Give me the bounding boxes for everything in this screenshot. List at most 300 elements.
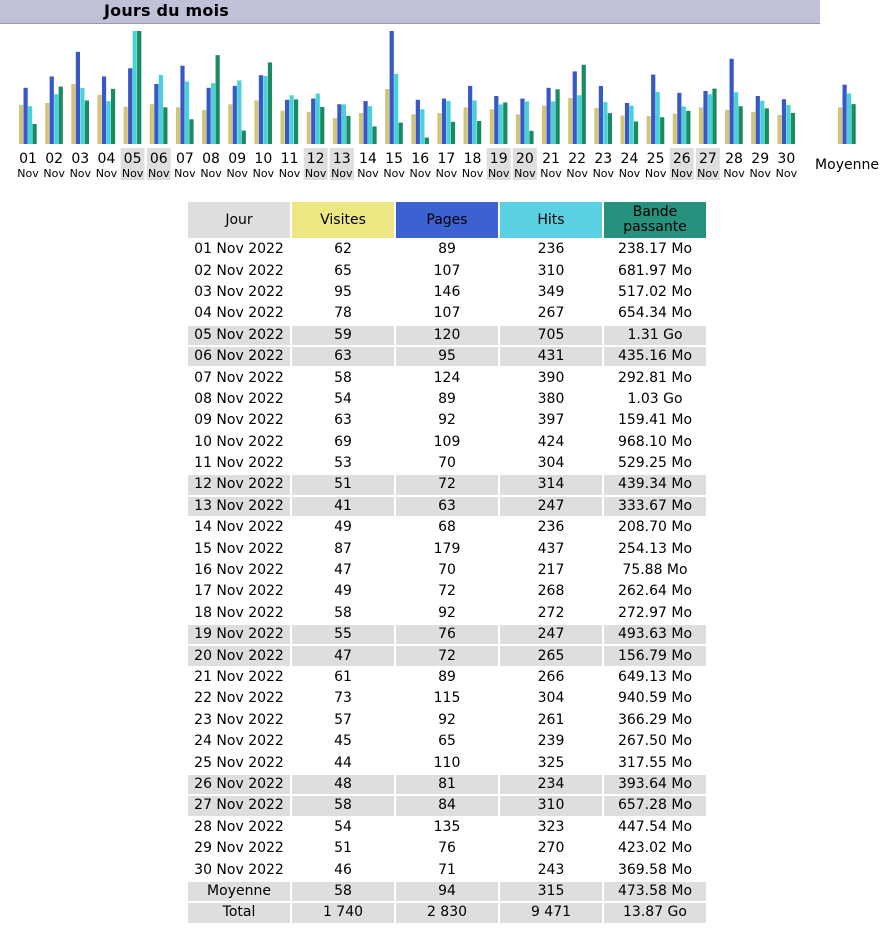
bar-visites: [97, 95, 101, 144]
month-tick-label: Nov: [226, 167, 248, 180]
bar-pages: [756, 96, 760, 144]
table-row: [188, 347, 706, 366]
bar-pages: [782, 99, 786, 144]
cell-hits: 270: [537, 840, 565, 857]
bar-pages: [547, 88, 551, 144]
cell-pages: 92: [438, 412, 456, 429]
cell-visits: 47: [334, 562, 352, 579]
month-tick-label: Nov: [148, 167, 170, 180]
bar-pages: [442, 99, 446, 144]
bar-hits: [629, 106, 633, 144]
cell-bandwidth: 473.58 Mo: [604, 882, 706, 901]
cell-visits: 63: [334, 412, 352, 429]
day-tick-label: 29: [751, 151, 770, 167]
table-row: [188, 775, 706, 794]
cell-pages: 124: [433, 369, 461, 386]
cell-bandwidth: 292.81 Mo: [617, 369, 693, 386]
bar-pages: [128, 68, 132, 144]
bar-hits-average: [847, 94, 851, 144]
bar-bande-passante: [59, 87, 63, 144]
month-tick-label: Nov: [487, 167, 510, 180]
day-tick-label: 02: [45, 151, 64, 167]
cell-pages: 72: [438, 583, 456, 600]
table-row: [188, 539, 706, 558]
col-header-jour: Jour: [188, 202, 290, 238]
table-header-row: [188, 202, 706, 238]
table-row: [188, 433, 706, 452]
month-tick-label: Nov: [69, 167, 92, 180]
cell-visits: 78: [334, 305, 352, 322]
day-tick-label: 04: [97, 151, 116, 167]
cell-visits: 58: [334, 369, 352, 386]
bar-visites: [228, 104, 232, 144]
cell-visits: 58: [292, 796, 394, 815]
bar-pages: [494, 96, 498, 144]
bar-visites: [150, 104, 154, 144]
cell-visits: 44: [334, 754, 352, 771]
bar-visites: [725, 110, 729, 144]
cell-hits: 314: [500, 475, 602, 494]
month-tick-label: Nov: [514, 167, 536, 180]
table-row: [188, 518, 706, 537]
cell-pages: 107: [433, 305, 461, 322]
cell-date: 12 Nov 2022: [188, 475, 290, 494]
cell-date: 16 Nov 2022: [194, 562, 284, 579]
cell-bandwidth: 366.29 Mo: [617, 711, 693, 728]
bar-pages: [520, 99, 524, 144]
bar-bande-passante: [660, 117, 664, 144]
day-tick-label: 03: [71, 151, 90, 167]
table-row: [188, 646, 706, 665]
days-table: [186, 200, 708, 925]
cell-hits: 236: [537, 241, 565, 258]
cell-hits: 247: [500, 625, 602, 644]
cell-visits: 51: [334, 840, 352, 857]
day-tick-label: 19: [489, 151, 508, 167]
day-tick-label: 13: [332, 151, 351, 167]
cell-hits: 268: [537, 583, 565, 600]
bar-visites: [464, 107, 468, 144]
cell-pages: 120: [396, 326, 498, 345]
cell-date: 01 Nov 2022: [194, 241, 284, 258]
day-tick-label: 11: [280, 151, 299, 167]
bar-pages: [102, 76, 106, 144]
bar-hits: [28, 106, 32, 144]
month-tick-label: Nov: [592, 167, 615, 180]
cell-visits: 45: [334, 733, 352, 750]
bar-bande-passante: [712, 89, 716, 144]
bar-visites: [71, 84, 75, 144]
cell-date: 08 Nov 2022: [194, 390, 284, 407]
cell-visits: 62: [334, 241, 352, 258]
bar-visites: [333, 118, 337, 144]
cell-hits: 437: [537, 540, 565, 557]
day-tick-label: 07: [175, 151, 194, 167]
bar-bande-passante: [686, 111, 690, 144]
month-tick-label: Nov: [383, 167, 405, 180]
bar-visites: [124, 107, 128, 144]
cell-hits: 9 471: [500, 903, 602, 922]
bar-visites: [777, 115, 781, 144]
average-tick-label: Moyenne: [815, 157, 879, 173]
cell-date: 19 Nov 2022: [188, 625, 290, 644]
bar-bande-passante: [85, 100, 89, 144]
cell-bandwidth: 393.64 Mo: [604, 775, 706, 794]
month-tick-label: Nov: [43, 167, 65, 180]
bar-hits: [420, 109, 424, 144]
bar-hits: [682, 106, 686, 144]
bar-bande-passante: [765, 108, 769, 144]
cell-bandwidth: 254.13 Mo: [617, 540, 693, 557]
bar-pages: [677, 93, 681, 144]
cell-visits: 51: [292, 475, 394, 494]
cell-date: 14 Nov 2022: [194, 519, 284, 536]
bar-pages: [337, 104, 341, 144]
bar-bande-passante: [372, 126, 376, 144]
bar-hits: [133, 31, 137, 144]
table-row: [188, 561, 706, 580]
cell-date: 18 Nov 2022: [194, 604, 284, 621]
bar-bande-passante: [425, 138, 429, 144]
cell-visits: 87: [334, 540, 352, 557]
bar-pages: [50, 76, 54, 144]
cell-pages: 65: [438, 733, 456, 750]
cell-bandwidth: 159.41 Mo: [617, 412, 693, 429]
bar-hits: [394, 74, 398, 144]
month-tick-label: Nov: [540, 167, 562, 180]
cell-hits: 247: [500, 497, 602, 516]
section-header: [0, 0, 820, 24]
bar-hits: [446, 101, 450, 144]
bar-pages: [599, 86, 603, 144]
cell-hits: 239: [537, 733, 565, 750]
bar-hits: [734, 92, 738, 144]
cell-date: 25 Nov 2022: [194, 754, 284, 771]
bar-visites: [411, 114, 415, 144]
bar-hits: [473, 100, 477, 144]
col-header-hits: Hits: [500, 202, 602, 238]
cell-date: 27 Nov 2022: [188, 796, 290, 815]
cell-visits: 61: [334, 669, 352, 685]
month-tick-label: Nov: [174, 167, 196, 180]
bar-visites: [385, 89, 389, 144]
cell-visits: 46: [334, 861, 352, 878]
bar-bande-passante: [242, 131, 246, 144]
day-tick-label: 18: [463, 151, 482, 167]
bar-visites: [542, 105, 546, 144]
cell-bandwidth: 272.97 Mo: [617, 604, 693, 621]
table-row: [188, 668, 706, 687]
table-row: [188, 625, 706, 644]
bar-hits: [185, 81, 189, 144]
cell-bandwidth: 529.25 Mo: [617, 455, 693, 472]
bar-visites: [751, 112, 755, 144]
cell-date: 28 Nov 2022: [194, 818, 284, 835]
day-tick-label: 15: [385, 151, 404, 167]
cell-pages: 84: [396, 796, 498, 815]
cell-date: 30 Nov 2022: [194, 861, 284, 878]
table-row: [188, 454, 706, 473]
table-row: [188, 732, 706, 751]
bar-hits: [708, 94, 712, 144]
table-row: [188, 497, 706, 516]
month-tick-label: Nov: [200, 167, 222, 180]
cell-date: 03 Nov 2022: [194, 283, 284, 300]
bar-bande-passante: [346, 116, 350, 144]
cell-pages: 89: [438, 241, 456, 258]
cell-pages: 92: [438, 711, 456, 728]
cell-date: 21 Nov 2022: [194, 669, 284, 685]
month-tick-label: Nov: [409, 167, 431, 180]
cell-date: 23 Nov 2022: [194, 711, 284, 728]
bar-visites: [45, 103, 49, 144]
cell-bandwidth: 267.50 Mo: [617, 733, 693, 750]
bar-hits: [760, 101, 764, 144]
cell-pages: 179: [433, 540, 461, 557]
bar-visites: [673, 114, 677, 144]
cell-bandwidth: 1.31 Go: [604, 326, 706, 345]
month-tick-label: Nov: [252, 167, 275, 180]
cell-visits: 48: [292, 775, 394, 794]
day-tick-label: 08: [202, 151, 220, 167]
cell-visits: 63: [292, 347, 394, 366]
cell-hits: 310: [500, 796, 602, 815]
cell-pages: 63: [396, 497, 498, 516]
cell-hits: 265: [500, 646, 602, 665]
cell-bandwidth: 369.58 Mo: [617, 861, 693, 878]
day-tick-label: 27: [698, 151, 717, 167]
col-header-bande-passante: Bande passante: [604, 202, 706, 238]
bar-hits: [342, 104, 346, 144]
cell-visits: 53: [334, 455, 352, 472]
bar-visites: [202, 110, 206, 144]
cell-date: 17 Nov 2022: [194, 583, 284, 600]
bar-hits: [316, 94, 320, 144]
cell-pages: 76: [396, 625, 498, 644]
bar-bande-passante: [739, 106, 743, 144]
table-row: [188, 689, 706, 708]
cell-bandwidth: 262.64 Mo: [617, 583, 693, 600]
cell-visits: 49: [334, 519, 352, 536]
cell-bandwidth: 517.02 Mo: [617, 283, 693, 300]
cell-bandwidth: 654.34 Mo: [617, 305, 693, 322]
cell-bandwidth: 681.97 Mo: [617, 262, 693, 279]
bar-hits: [525, 102, 529, 144]
cell-pages: 89: [438, 390, 456, 407]
cell-date: 02 Nov 2022: [194, 262, 284, 279]
daily-bar-chart: [0, 24, 885, 184]
cell-bandwidth: 439.34 Mo: [604, 475, 706, 494]
cell-bandwidth: 156.79 Mo: [604, 646, 706, 665]
bar-visites: [437, 113, 441, 144]
table-row: [188, 582, 706, 601]
cell-date: 29 Nov 2022: [194, 840, 284, 857]
cell-hits: 397: [537, 412, 565, 429]
cell-date: 04 Nov 2022: [194, 305, 284, 322]
bar-visites: [281, 111, 285, 144]
cell-hits: 267: [537, 305, 565, 322]
total-row: [188, 903, 706, 922]
month-tick-label: Nov: [278, 167, 301, 180]
bar-bande-passante: [791, 113, 795, 144]
bar-hits: [106, 101, 110, 144]
month-tick-label: Nov: [566, 167, 588, 180]
bar-bande-passante: [556, 89, 560, 144]
cell-hits: 272: [537, 604, 565, 621]
bar-bande-passante: [294, 99, 298, 144]
day-tick-label: 28: [725, 151, 743, 167]
bar-pages: [259, 75, 263, 144]
month-tick-label: Nov: [461, 167, 484, 180]
table-row: [188, 411, 706, 430]
table-row: [188, 753, 706, 772]
bar-bande-passante: [111, 89, 115, 144]
bar-visites: [307, 112, 311, 144]
cell-visits: 41: [292, 497, 394, 516]
cell-hits: 261: [537, 711, 565, 728]
bar-hits: [499, 104, 503, 144]
bar-hits: [577, 95, 581, 144]
bar-bande-passante: [477, 121, 481, 144]
bar-visites: [594, 108, 598, 144]
table-row: [188, 240, 706, 259]
cell-visits: 58: [292, 882, 394, 901]
cell-bandwidth: 75.88 Mo: [622, 562, 688, 579]
bar-visites: [176, 107, 180, 144]
bar-pages: [233, 86, 237, 144]
bar-hits: [603, 102, 607, 144]
bar-pages: [468, 86, 472, 144]
cell-hits: 705: [500, 326, 602, 345]
cell-hits: 424: [537, 433, 565, 450]
bar-bande-passante: [163, 107, 167, 144]
bar-pages: [573, 71, 577, 144]
bar-bande-passante: [268, 62, 272, 144]
bar-pages: [625, 103, 629, 144]
day-tick-label: 20: [515, 151, 534, 167]
day-tick-label: 21: [542, 151, 560, 167]
month-tick-label: Nov: [775, 167, 798, 180]
cell-bandwidth: 493.63 Mo: [604, 625, 706, 644]
cell-pages: 135: [433, 818, 461, 835]
bar-hits: [263, 76, 267, 144]
cell-date: 11 Nov 2022: [194, 455, 284, 472]
cell-bandwidth: 657.28 Mo: [604, 796, 706, 815]
table-row: [188, 796, 706, 815]
bar-visites: [647, 116, 651, 144]
section-title: Jours du mois: [104, 1, 230, 20]
day-tick-label: 25: [646, 151, 665, 167]
bar-pages: [180, 66, 184, 144]
table-row: [188, 711, 706, 730]
cell-date: 15 Nov 2022: [194, 540, 284, 557]
month-tick-label: Nov: [697, 167, 719, 180]
cell-visits: 47: [292, 646, 394, 665]
bar-bande-passante: [608, 113, 612, 144]
month-tick-label: Nov: [723, 167, 745, 180]
cell-date: 26 Nov 2022: [188, 775, 290, 794]
cell-pages: 107: [433, 262, 461, 279]
day-tick-label: 12: [306, 151, 325, 167]
cell-pages: 72: [396, 646, 498, 665]
cell-pages: 71: [438, 861, 456, 878]
bar-hits: [237, 80, 241, 144]
table-row: [188, 475, 706, 494]
cell-pages: 72: [396, 475, 498, 494]
cell-date: 20 Nov 2022: [188, 646, 290, 665]
bar-pages-average: [843, 85, 847, 144]
day-tick-label: 23: [594, 151, 613, 167]
bar-pages: [390, 31, 394, 144]
bar-visites: [568, 98, 572, 144]
month-tick-label: Nov: [749, 167, 771, 180]
cell-date: Total: [188, 903, 290, 922]
bar-bande-passante: [137, 31, 141, 144]
cell-bandwidth: 649.13 Mo: [617, 669, 693, 685]
cell-date: 06 Nov 2022: [188, 347, 290, 366]
cell-hits: 431: [500, 347, 602, 366]
cell-visits: 69: [334, 433, 352, 450]
month-tick-label: Nov: [435, 167, 458, 180]
month-tick-label: Nov: [618, 167, 641, 180]
bar-pages: [311, 99, 315, 144]
bar-pages: [24, 88, 28, 144]
bar-bande-passante: [216, 55, 220, 144]
bar-visites: [516, 114, 520, 144]
bar-visites: [19, 105, 23, 144]
cell-bandwidth: 1.03 Go: [627, 390, 683, 407]
cell-hits: 349: [537, 283, 565, 300]
cell-pages: 70: [438, 562, 456, 579]
cell-bandwidth: 317.55 Mo: [617, 754, 693, 771]
bar-bande-passante: [582, 65, 586, 144]
day-tick-label: 14: [359, 151, 377, 167]
cell-pages: 76: [438, 840, 456, 857]
bar-bande-passante: [451, 122, 455, 144]
table-row: [188, 326, 706, 345]
month-tick-label: Nov: [331, 167, 353, 180]
cell-visits: 95: [334, 283, 352, 300]
cell-pages: 94: [396, 882, 498, 901]
bar-pages: [207, 88, 211, 144]
cell-hits: 323: [537, 818, 565, 835]
bar-pages: [651, 75, 655, 144]
month-tick-label: Nov: [95, 167, 118, 180]
bar-visites: [490, 109, 494, 144]
cell-hits: 304: [537, 455, 565, 472]
bar-pages: [76, 52, 80, 144]
bar-visites: [359, 113, 363, 144]
table-row: [188, 283, 706, 302]
cell-hits: 217: [537, 562, 565, 579]
bar-pages: [363, 101, 367, 144]
month-tick-label: Nov: [304, 167, 327, 180]
bar-pages: [154, 84, 158, 144]
bar-bande-passante: [529, 131, 533, 144]
cell-visits: 49: [334, 583, 352, 600]
bar-hits: [786, 105, 790, 144]
month-tick-label: Nov: [17, 167, 39, 180]
cell-visits: 54: [334, 390, 352, 407]
cell-pages: 115: [433, 690, 461, 707]
cell-pages: 89: [438, 669, 456, 685]
day-tick-label: 09: [228, 151, 247, 167]
cell-visits: 1 740: [292, 903, 394, 922]
cell-date: 22 Nov 2022: [194, 690, 284, 707]
cell-date: 07 Nov 2022: [194, 369, 284, 386]
bar-bande-passante: [503, 102, 507, 144]
bar-pages: [416, 100, 420, 144]
